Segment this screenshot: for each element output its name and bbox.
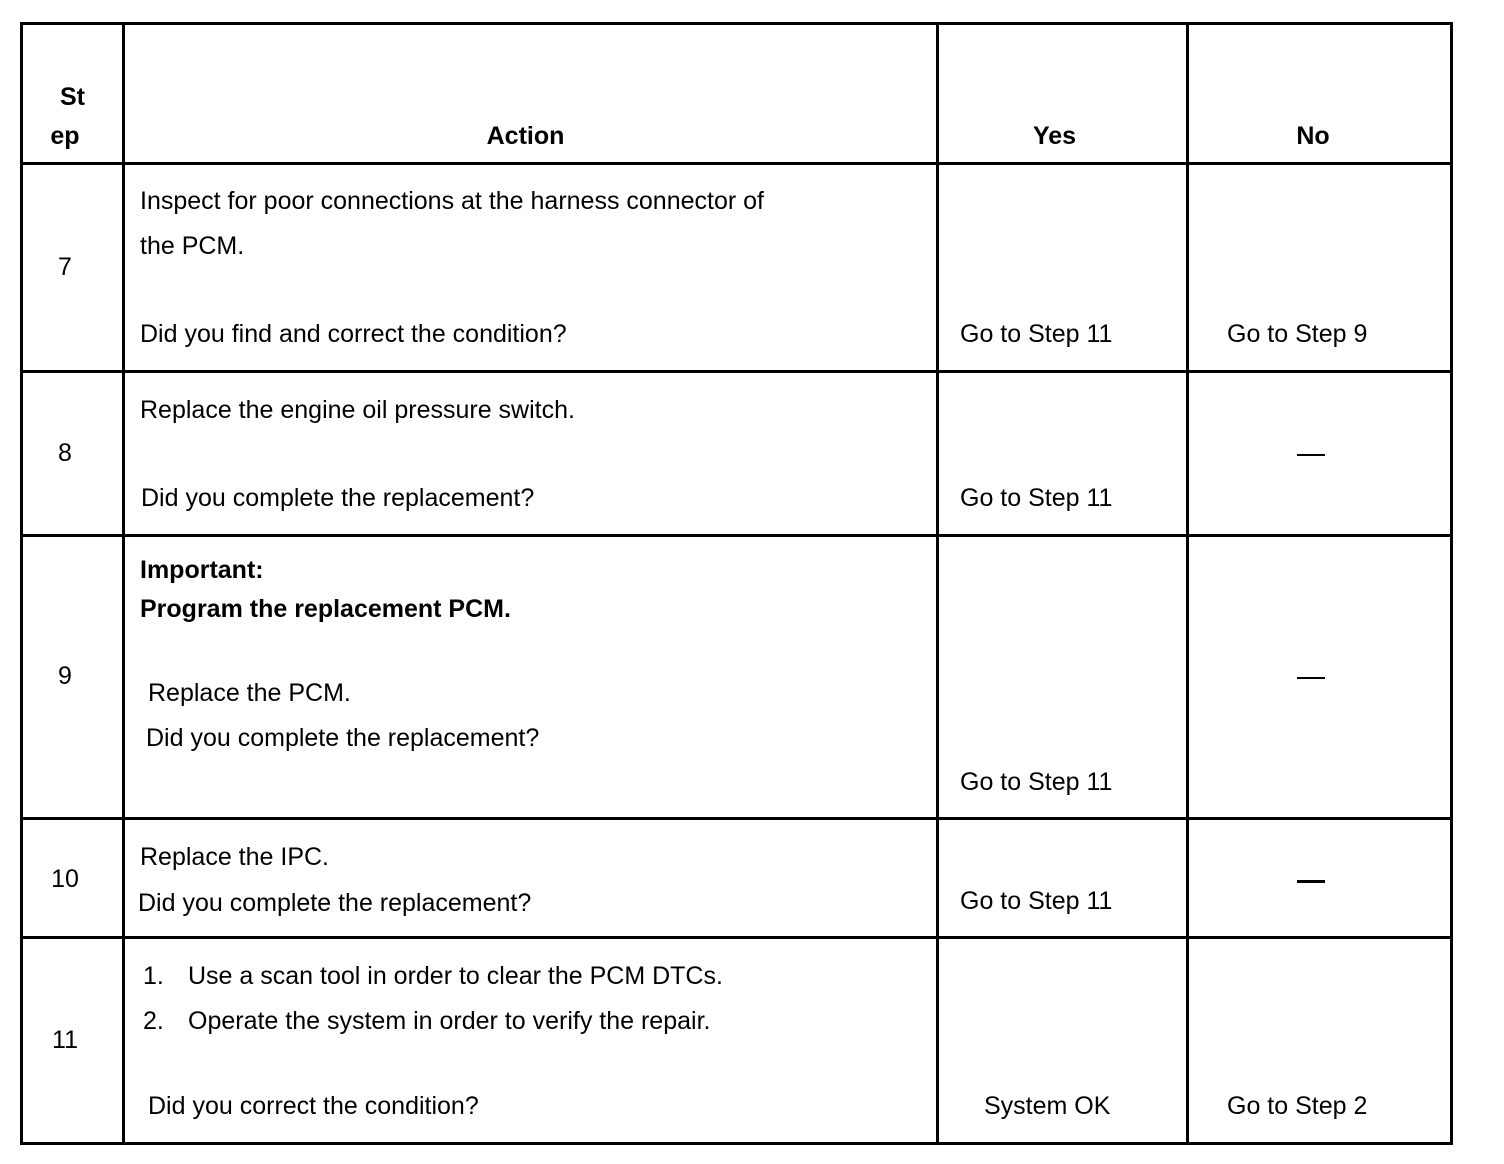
yes-result: Go to Step 11 <box>960 887 1113 915</box>
step-number: 11 <box>52 1026 78 1054</box>
table-border-top <box>20 22 1453 25</box>
action-text: Replace the engine oil pressure switch. <box>140 396 575 424</box>
action-text: Replace the IPC. <box>140 843 329 871</box>
list-item: Operate the system in order to verify the repair. <box>188 1007 711 1035</box>
action-question: Did you complete the replacement? <box>141 484 535 512</box>
no-result-dash <box>1297 880 1325 883</box>
yes-result: Go to Step 11 <box>960 768 1113 796</box>
row-divider <box>20 817 1453 820</box>
column-divider <box>936 22 939 1145</box>
no-result: Go to Step 9 <box>1227 320 1368 348</box>
action-question: Did you find and correct the condition? <box>140 320 567 348</box>
no-result: Go to Step 2 <box>1227 1092 1368 1120</box>
action-text: the PCM. <box>140 232 245 260</box>
column-divider <box>122 22 125 1145</box>
header-step-line1: St <box>60 83 85 111</box>
action-question: Did you complete the replacement? <box>146 724 540 752</box>
column-divider <box>1186 22 1189 1145</box>
header-divider <box>20 162 1453 165</box>
yes-result: Go to Step 11 <box>960 484 1113 512</box>
header-action: Action <box>486 122 565 150</box>
row-divider <box>20 534 1453 537</box>
row-divider <box>20 936 1453 939</box>
action-question: Did you complete the replacement? <box>138 889 532 917</box>
header-step-line2: ep <box>50 122 80 150</box>
table-border-bottom <box>20 1142 1453 1145</box>
step-number: 9 <box>58 662 72 690</box>
no-result-dash <box>1297 677 1325 679</box>
list-item: Use a scan tool in order to clear the PCM DTCs. <box>188 962 723 990</box>
row-divider <box>20 370 1453 373</box>
step-number: 10 <box>51 865 79 893</box>
no-result-dash <box>1297 454 1325 456</box>
table-border-right <box>1450 22 1453 1145</box>
step-number: 8 <box>58 439 72 467</box>
list-number: 2. <box>143 1007 164 1035</box>
yes-result: System OK <box>984 1092 1111 1120</box>
action-question: Did you correct the condition? <box>148 1092 479 1120</box>
action-text: Inspect for poor connections at the harness connector of <box>140 187 764 215</box>
important-text: Program the replacement PCM. <box>140 595 511 623</box>
header-no: No <box>1296 122 1330 150</box>
yes-result: Go to Step 11 <box>960 320 1113 348</box>
step-number: 7 <box>58 253 72 281</box>
important-label: Important: <box>140 556 264 584</box>
header-yes: Yes <box>1032 122 1077 150</box>
table-border-left <box>20 22 23 1145</box>
action-text: Replace the PCM. <box>148 679 351 707</box>
diagnostic-table <box>20 22 1453 1145</box>
list-number: 1. <box>143 962 164 990</box>
